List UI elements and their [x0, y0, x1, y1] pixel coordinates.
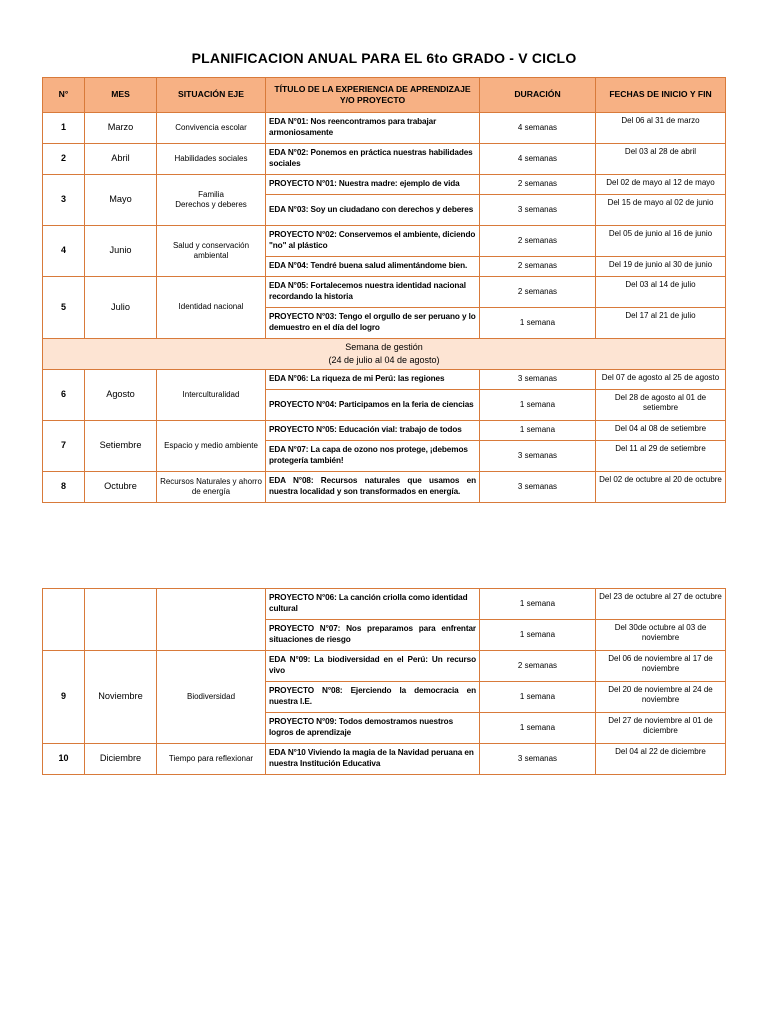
row-month: Mayo — [85, 175, 157, 226]
row-number: 9 — [43, 651, 85, 744]
table-row — [43, 370, 726, 390]
row-number: 5 — [43, 277, 85, 339]
row-title: EDA N°10 Viviendo la magia de la Navidad peruana en nuestra Institución Educativa — [266, 744, 480, 775]
row-number: 4 — [43, 226, 85, 277]
row-month: Agosto — [85, 370, 157, 421]
table-row — [43, 421, 726, 441]
row-title: PROYECTO N°05: Educación vial: trabajo de todos — [266, 421, 480, 441]
row-title: EDA N°04: Tendré buena salud alimentándome bien. — [266, 257, 480, 277]
row-dates: Del 07 de agosto al 25 de agosto — [596, 370, 726, 390]
header-situation: SITUACIÓN EJE — [157, 78, 266, 113]
table-header-row — [43, 78, 726, 113]
page-title: PLANIFICACION ANUAL PARA EL 6to GRADO - V CICLO — [191, 50, 577, 66]
row-situation: Convivencia escolar — [157, 113, 266, 144]
row-duration: 1 semana — [480, 682, 596, 713]
row-duration: 1 semana — [480, 390, 596, 421]
planning-table-part-1 — [42, 77, 726, 503]
row-situation: Salud y conservación ambiental — [157, 226, 266, 277]
row-title: EDA N°09: La biodiversidad en el Perú: Un recurso vivo — [266, 651, 480, 682]
header-title: TÍTULO DE LA EXPERIENCIA DE APRENDIZAJE Y/O PROYECTO — [266, 78, 480, 113]
row-month-empty — [85, 589, 157, 651]
row-situation-empty — [157, 589, 266, 651]
row-month: Noviembre — [85, 651, 157, 744]
row-duration: 4 semanas — [480, 144, 596, 175]
row-month: Octubre — [85, 472, 157, 503]
row-dates: Del 28 de agosto al 01 de setiembre — [596, 390, 726, 421]
row-duration: 3 semanas — [480, 441, 596, 472]
row-situation: Recursos Naturales y ahorro de energía — [157, 472, 266, 503]
row-dates: Del 04 al 22 de diciembre — [596, 744, 726, 775]
row-duration: 2 semanas — [480, 175, 596, 195]
row-number: 6 — [43, 370, 85, 421]
row-number-empty — [43, 589, 85, 651]
row-title: PROYECTO N°08: Ejerciendo la democracia en nuestra I.E. — [266, 682, 480, 713]
row-title: PROYECTO N°07: Nos preparamos para enfrentar situaciones de riesgo — [266, 620, 480, 651]
row-duration: 3 semanas — [480, 744, 596, 775]
row-duration: 1 semana — [480, 421, 596, 441]
row-title: EDA N°02: Ponemos en práctica nuestras habilidades sociales — [266, 144, 480, 175]
row-situation: Biodiversidad — [157, 651, 266, 744]
table-row — [43, 144, 726, 175]
row-duration: 1 semana — [480, 620, 596, 651]
row-dates: Del 15 de mayo al 02 de junio — [596, 195, 726, 226]
row-title: PROYECTO N°04: Participamos en la feria de ciencias — [266, 390, 480, 421]
row-dates: Del 23 de octubre al 27 de octubre — [596, 589, 726, 620]
row-duration: 2 semanas — [480, 226, 596, 257]
row-month: Setiembre — [85, 421, 157, 472]
table-row — [43, 744, 726, 775]
row-duration: 1 semana — [480, 308, 596, 339]
row-dates: Del 02 de mayo al 12 de mayo — [596, 175, 726, 195]
table-row — [43, 472, 726, 503]
row-duration: 3 semanas — [480, 370, 596, 390]
row-title: PROYECTO N°03: Tengo el orgullo de ser peruano y lo demuestro en el día del logro — [266, 308, 480, 339]
row-month: Julio — [85, 277, 157, 339]
table-row — [43, 277, 726, 308]
row-dates: Del 03 al 14 de julio — [596, 277, 726, 308]
row-dates: Del 27 de noviembre al 01 de diciembre — [596, 713, 726, 744]
row-number: 10 — [43, 744, 85, 775]
row-title: EDA N°07: La capa de ozono nos protege, ¡debemos protegería también! — [266, 441, 480, 472]
row-situation: Espacio y medio ambiente — [157, 421, 266, 472]
table-row — [43, 589, 726, 620]
row-situation: Identidad nacional — [157, 277, 266, 339]
header-dates: FECHAS DE INICIO Y FIN — [596, 78, 726, 113]
row-title: PROYECTO N°06: La canción criolla como identidad cultural — [266, 589, 480, 620]
row-title: PROYECTO N°01: Nuestra madre: ejemplo de vida — [266, 175, 480, 195]
row-title: EDA N°05: Fortalecemos nuestra identidad nacional recordando la historia — [266, 277, 480, 308]
row-situation: Habilidades sociales — [157, 144, 266, 175]
row-title: EDA N°06: La riqueza de mi Perú: las regiones — [266, 370, 480, 390]
row-dates: Del 11 al 29 de setiembre — [596, 441, 726, 472]
row-title: EDA N°03: Soy un ciudadano con derechos y deberes — [266, 195, 480, 226]
row-title: PROYECTO N°09: Todos demostramos nuestros logros de aprendizaje — [266, 713, 480, 744]
row-dates: Del 20 de noviembre al 24 de noviembre — [596, 682, 726, 713]
row-month: Diciembre — [85, 744, 157, 775]
row-dates: Del 30de octubre al 03 de noviembre — [596, 620, 726, 651]
planning-table-part-2 — [42, 588, 726, 775]
row-duration: 2 semanas — [480, 257, 596, 277]
row-duration: 3 semanas — [480, 195, 596, 226]
row-title: PROYECTO N°02: Conservemos el ambiente, diciendo "no" al plástico — [266, 226, 480, 257]
header-duration: DURACIÓN — [480, 78, 596, 113]
row-number: 2 — [43, 144, 85, 175]
row-number: 3 — [43, 175, 85, 226]
row-month: Junio — [85, 226, 157, 277]
row-situation: Interculturalidad — [157, 370, 266, 421]
row-dates: Del 06 al 31 de marzo — [596, 113, 726, 144]
row-title: EDA N°08: Recursos naturales que usamos en nuestra localidad y son transformados en energía. — [266, 472, 480, 503]
management-week-label: Semana de gestión (24 de julio al 04 de agosto) — [43, 339, 726, 370]
row-dates: Del 04 al 08 de setiembre — [596, 421, 726, 441]
row-dates: Del 17 al 21 de julio — [596, 308, 726, 339]
row-month: Abril — [85, 144, 157, 175]
row-month: Marzo — [85, 113, 157, 144]
row-number: 1 — [43, 113, 85, 144]
row-situation: Tiempo para reflexionar — [157, 744, 266, 775]
table-row — [43, 651, 726, 682]
row-number: 7 — [43, 421, 85, 472]
row-duration: 3 semanas — [480, 472, 596, 503]
row-dates: Del 03 al 28 de abril — [596, 144, 726, 175]
row-duration: 4 semanas — [480, 113, 596, 144]
management-week-row — [43, 339, 726, 370]
table-row — [43, 226, 726, 257]
row-duration: 2 semanas — [480, 277, 596, 308]
row-dates: Del 06 de noviembre al 17 de noviembre — [596, 651, 726, 682]
row-dates: Del 05 de junio al 16 de junio — [596, 226, 726, 257]
header-number: N° — [43, 78, 85, 113]
row-title: EDA N°01: Nos reencontramos para trabajar armoniosamente — [266, 113, 480, 144]
row-duration: 2 semanas — [480, 651, 596, 682]
row-dates: Del 19 de junio al 30 de junio — [596, 257, 726, 277]
row-duration: 1 semana — [480, 713, 596, 744]
row-situation: Familia Derechos y deberes — [157, 175, 266, 226]
row-number: 8 — [43, 472, 85, 503]
row-dates: Del 02 de octubre al 20 de octubre — [596, 472, 726, 503]
row-duration: 1 semana — [480, 589, 596, 620]
table-row — [43, 113, 726, 144]
table-row — [43, 175, 726, 195]
header-month: MES — [85, 78, 157, 113]
